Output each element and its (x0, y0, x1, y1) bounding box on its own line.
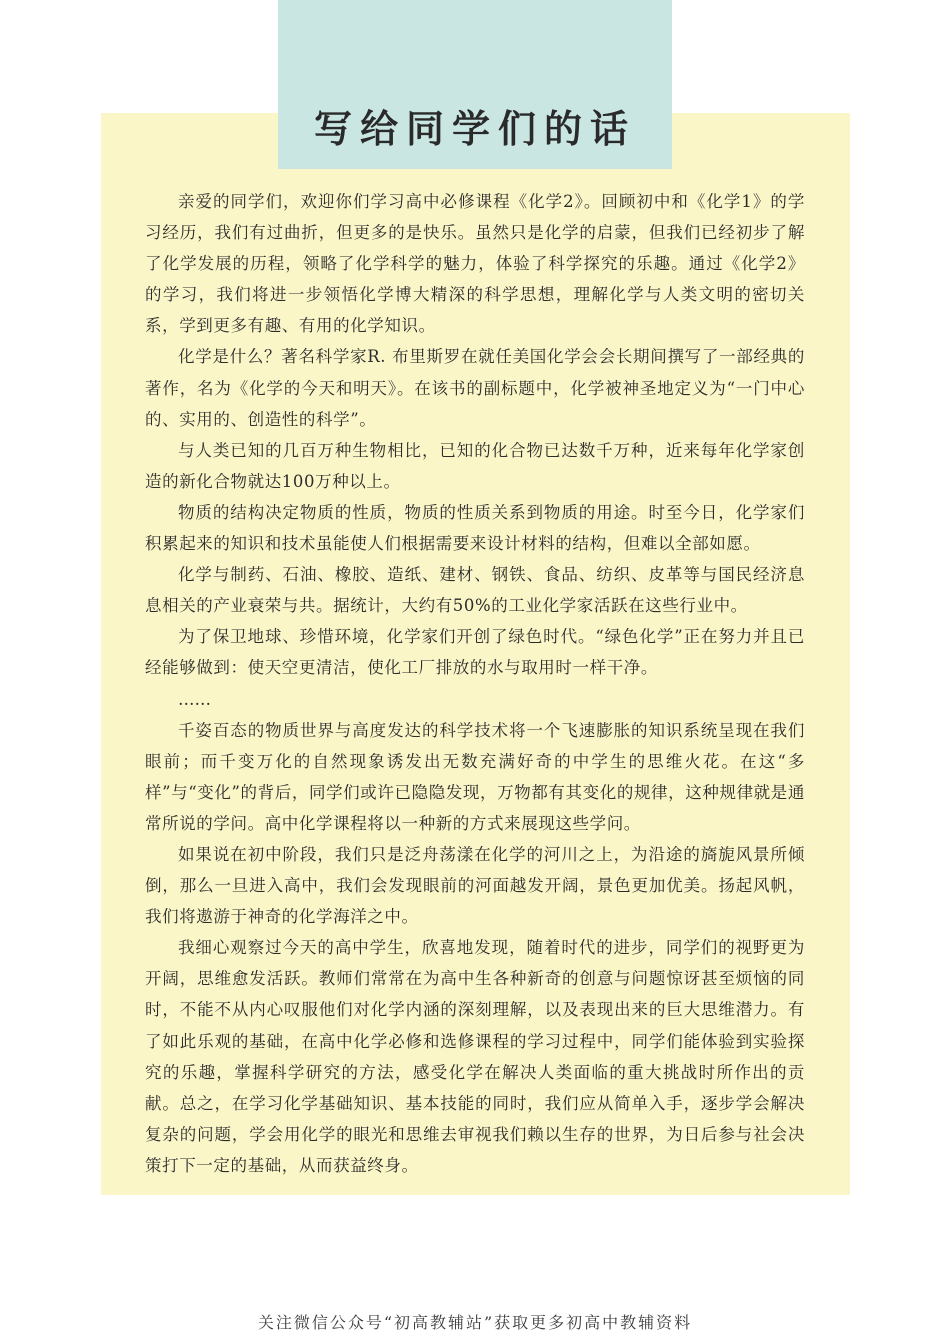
paragraph: 物质的结构决定物质的性质，物质的性质关系到物质的用途。时至今日，化学家们积累起来的知识和技术虽能使人们根据需要来设计材料的结构，但难以全部如愿。 (145, 502, 805, 554)
paragraph: 化学与制药、石油、橡胶、造纸、建材、钢铁、食品、纺织、皮革等与国民经济息息相关的产业衰荣与共。据统计，大约有50%的工业化学家活跃在这些行业中。 (145, 565, 805, 616)
page-title: 写给同学们的话 (313, 107, 636, 151)
paragraph: 千姿百态的物质世界与高度发达的科学技术将一个飞速膨胀的知识系统呈现在我们眼前；而千变万化的自然现象诱发出无数充满好奇的中学生的思维火花。在这“多样”与“变化”的背后，同学们或许已隐隐发现，万物都有其变化的规律，这种规律就是通常所说的学问。高中化学课程将以一种新的方式来展现这些学问。 (145, 720, 805, 833)
paragraph: 与人类已知的几百万种生物相比，已知的化合物已达数千万种，近来每年化学家创造的新化合物就达100万种以上。 (145, 440, 805, 491)
paragraph: 如果说在初中阶段，我们只是泛舟荡漾在化学的河川之上，为沿途的旖旎风景所倾倒，那么一旦进入高中，我们会发现眼前的河面越发开阔，景色更加优美。扬起风帆，我们将遨游于神奇的化学海洋之中。 (145, 844, 805, 927)
paragraph: 亲爱的同学们，欢迎你们学习高中必修课程《化学2》。回顾初中和《化学1》的学习经历，我们有过曲折，但更多的是快乐。虽然只是化学的启蒙，但我们已经初步了解了化学发展的历程，领略了化学科学的魅力，体验了科学探究的乐趣。通过《化学2》的学习，我们将进一步领悟化学博大精深的科学思想，理解化学与人类文明的密切关系，学到更多有趣、有用的化学知识。 (145, 192, 805, 336)
footer-note: 关注微信公众号“初高教辅站”获取更多初高中教辅资料 (257, 1313, 693, 1332)
paragraph: 我细心观察过今天的高中学生，欣喜地发现，随着时代的进步，同学们的视野更为开阔，思维愈发活跃。教师们常常在为高中生各种新奇的创意与问题惊讶甚至烦恼的同时，不能不从内心叹服他们对化学内涵的深刻理解，以及表现出来的巨大思维潜力。有了如此乐观的基础，在高中化学必修和选修课程的学习过程中，同学们能体验到实验探究的乐趣，掌握科学研究的方法，感受化学在解决人类面临的重大挑战时所作出的贡献。总之，在学习化学基础知识、基本技能的同时，我们应从简单入手，逐步学会解决复杂的问题，学会用化学的眼光和思维去审视我们赖以生存的世界，为日后参与社会决策打下一定的基础，从而获益终身。 (145, 938, 805, 1175)
letter-body (145, 186, 805, 1181)
paragraph: 为了保卫地球、珍惜环境，化学家们开创了绿色时代。“绿色化学”正在努力并且已经能够做到：使天空更清洁，使化工厂排放的水与取用时一样干净。 (145, 627, 805, 678)
ellipsis: …… (178, 689, 211, 709)
paragraph: 化学是什么？著名科学家R. 布里斯罗在就任美国化学会会长期间撰写了一部经典的著作，名为《化学的今天和明天》。在该书的副标题中，化学被神圣地定义为“一门中心的、实用的、创造性的科学”。 (145, 347, 805, 429)
